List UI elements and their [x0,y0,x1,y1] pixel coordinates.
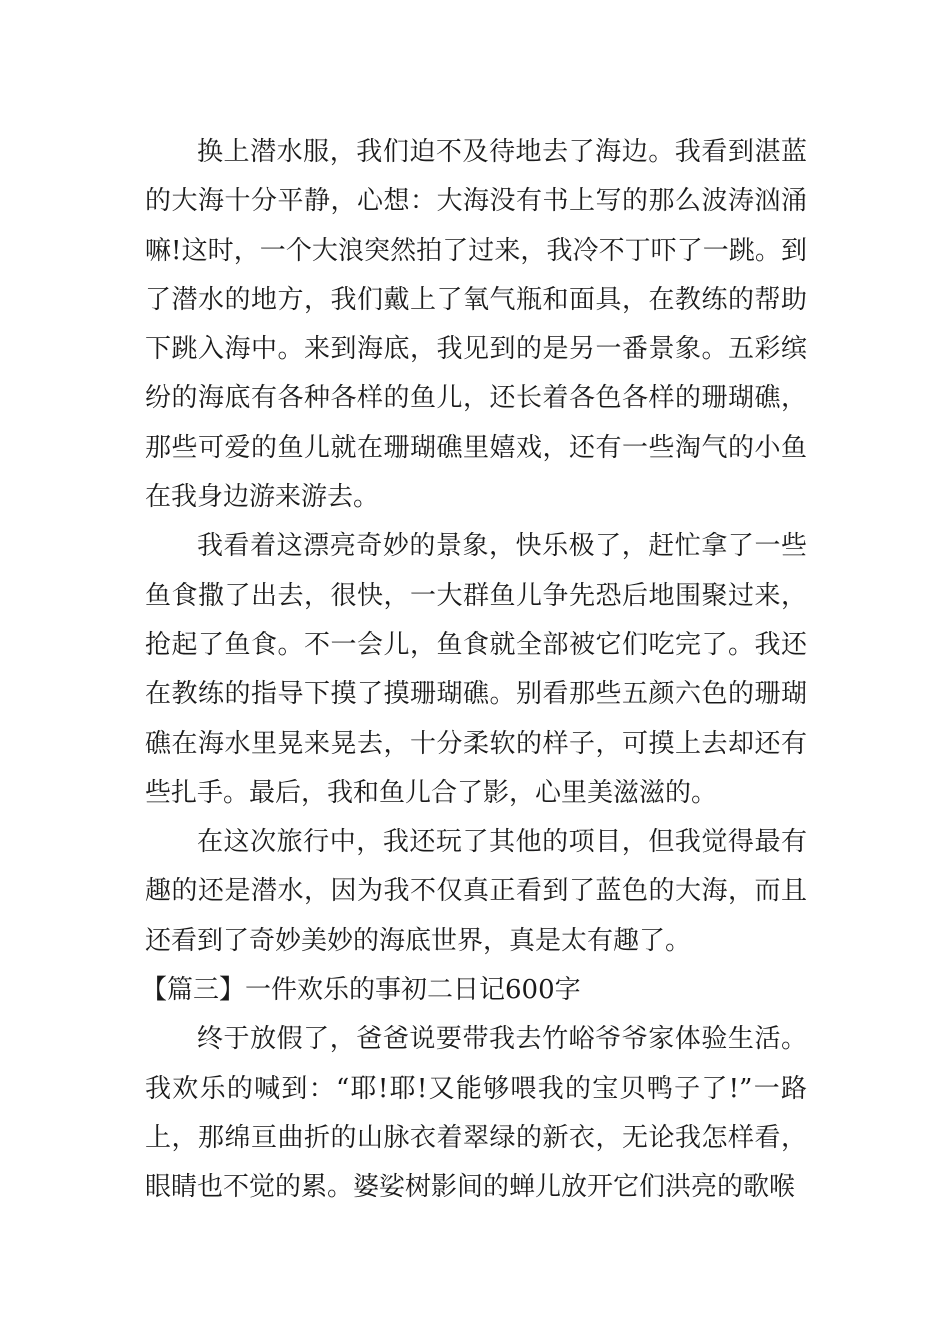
section-heading: 【篇三】一件欢乐的事初二日记600字 [141,975,581,1006]
paragraph-vacation: 终于放假了，爸爸说要带我去竹峪爷爷家体验生活。我欢乐的喊到：“耶!耶!又能够喂我的宝贝鸭子了!”一路上，那绵亘曲折的山脉衣着翠绿的新衣，无论我怎样看，眼睛也不觉的累。婆娑树影间的蝉儿放开它们洪亮的歌喉 [145,1024,807,1203]
paragraph-feeding-fish: 我看着这漂亮奇妙的景象，快乐极了，赶忙拿了一些鱼食撒了出去，很快，一大群鱼儿争先恐后地围聚过来，抢起了鱼食。不一会儿，鱼食就全部被它们吃完了。我还在教练的指导下摸了摸珊瑚礁。别看那些五颜六色的珊瑚礁在海水里晃来晃去，十分柔软的样子，可摸上去却还有些扎手。最后，我和鱼儿合了影，心里美滋滋的。 [145,531,807,808]
paragraph-diving: 换上潜水服，我们迫不及待地去了海边。我看到湛蓝的大海十分平静，心想：大海没有书上写的那么波涛汹涌嘛!这时，一个大浪突然拍了过来，我冷不丁吓了一跳。到了潜水的地方，我们戴上了氧气瓶和面具，在教练的帮助下跳入海中。来到海底，我见到的是另一番景象。五彩缤纷的海底有各种各样的鱼儿，还长着各色各样的珊瑚礁，那些可爱的鱼儿就在珊瑚礁里嬉戏，还有一些淘气的小鱼在我身边游来游去。 [145,137,807,513]
paragraph-conclusion: 在这次旅行中，我还玩了其他的项目，但我觉得最有趣的还是潜水，因为我不仅真正看到了蓝色的大海，而且还看到了奇妙美妙的海底世界，真是太有趣了。 [145,827,807,956]
document-body [141,128,807,1213]
